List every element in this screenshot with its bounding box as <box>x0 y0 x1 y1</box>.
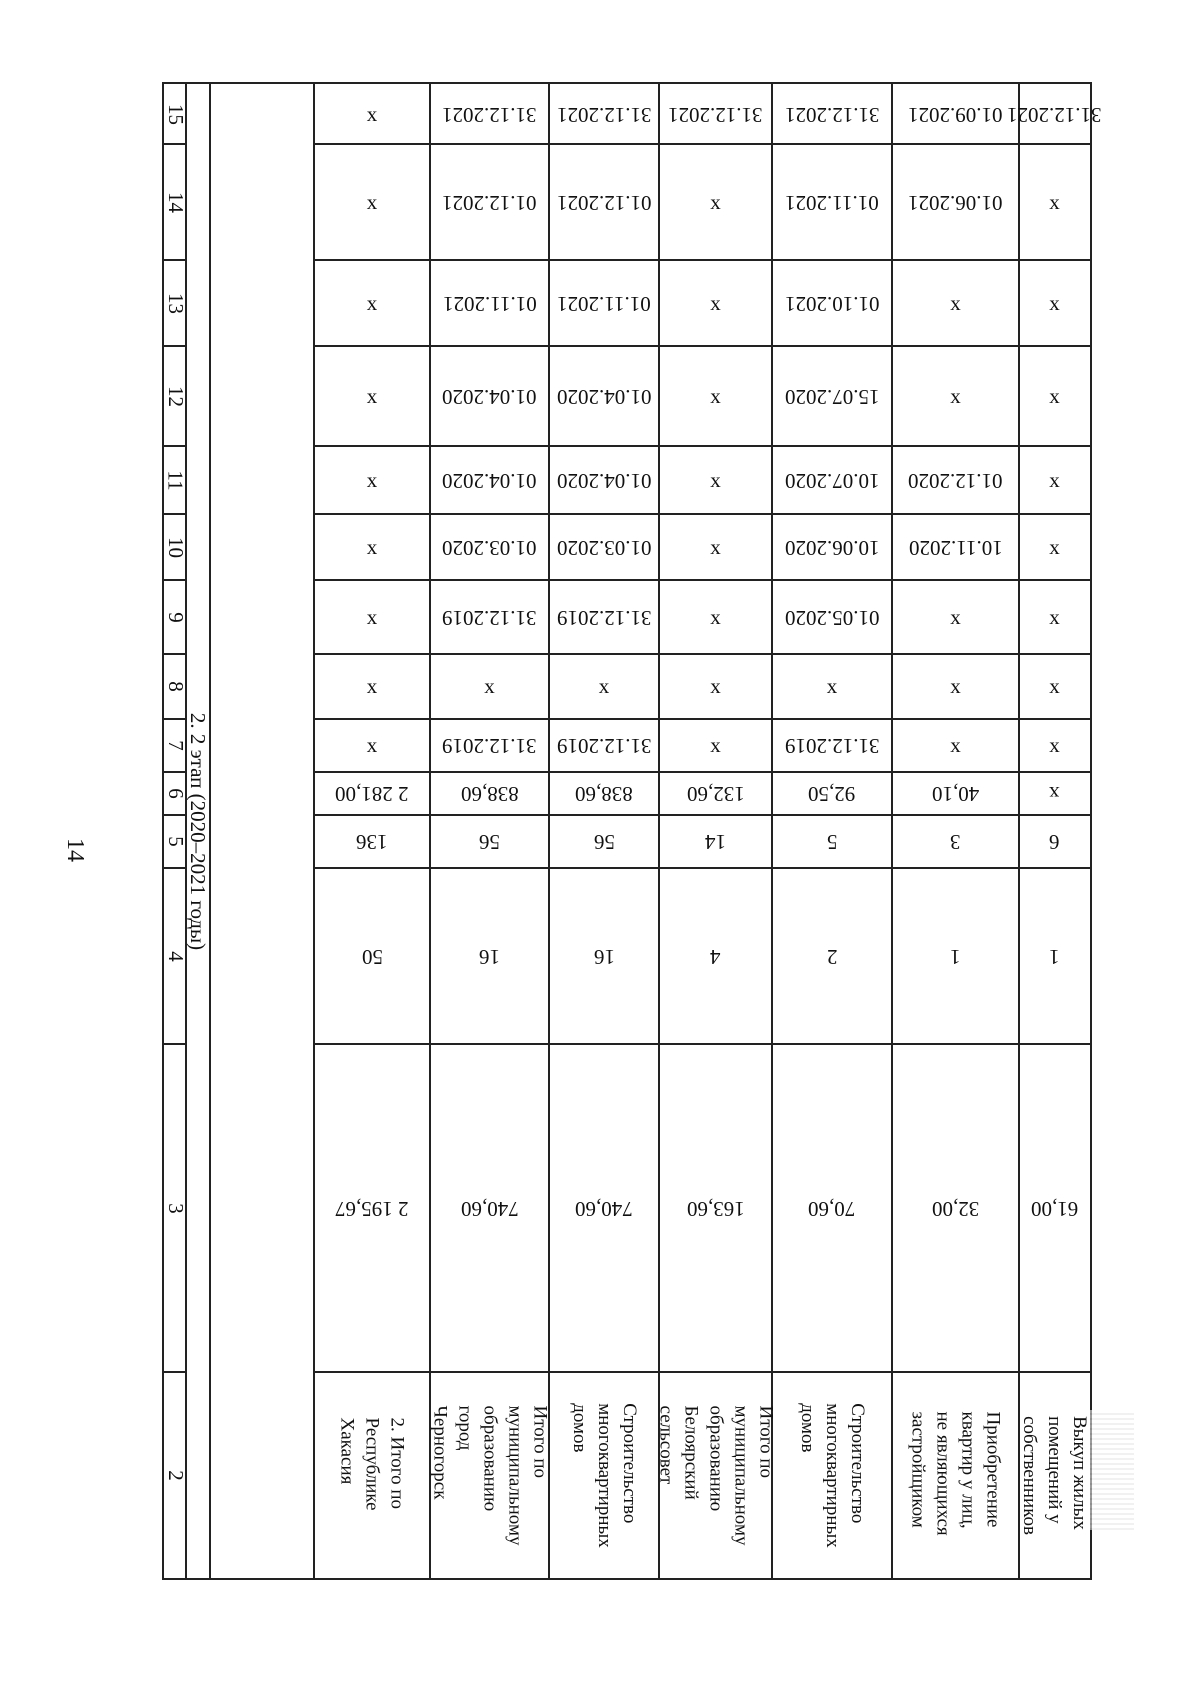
row-3-c9-text: 31.12.2019 <box>556 605 652 630</box>
row-6-c13-text: x <box>950 290 961 315</box>
row-1-c6-text: 2 281,00 <box>335 782 409 806</box>
column-header-14 <box>164 144 186 260</box>
row-6-c10 <box>892 514 1019 580</box>
row-1-c15-text: x <box>366 101 378 126</box>
row-1-c6 <box>314 772 430 815</box>
row-5-c7-text: 31.12.2019 <box>784 734 880 758</box>
row-3-c13-text: 01.11.2021 <box>557 291 651 316</box>
column-header-9-text: 9 <box>163 611 188 623</box>
row-5-c8 <box>772 654 892 719</box>
column-header-8 <box>164 654 186 719</box>
row-3-c14-text: 01.12.2021 <box>556 190 652 215</box>
row-3-c7 <box>549 719 659 772</box>
column-header-4 <box>164 868 186 1044</box>
row-7-name-text: Выкуп жилых помещений у собственников <box>1019 1415 1091 1535</box>
row-1-c9 <box>314 580 430 654</box>
row-7-c13 <box>1019 260 1090 346</box>
row-5-c13 <box>772 260 892 346</box>
row-1-c13 <box>314 260 430 346</box>
row-2-c7-text: 31.12.2019 <box>442 734 537 758</box>
row-4-c5 <box>659 815 772 868</box>
row-3-c6-text: 838,60 <box>575 782 633 806</box>
row-1-label <box>314 1372 430 1578</box>
row-4-c11-text: x <box>710 467 721 492</box>
row-6-c7 <box>892 719 1019 772</box>
row-6-name <box>892 1372 1019 1578</box>
row-7-c11-text: x <box>1049 467 1060 492</box>
row-1-c10-text: x <box>366 534 378 559</box>
row-3-c8 <box>549 654 659 719</box>
row-5-c11 <box>772 446 892 514</box>
row-2-c8-text: x <box>484 674 495 698</box>
row-3-c8-text: x <box>598 674 610 698</box>
row-4-c9-text: x <box>710 604 721 629</box>
row-5-c10 <box>772 514 892 580</box>
row-4-c3 <box>659 1044 772 1372</box>
row-7-c14-text: x <box>1049 189 1060 214</box>
row-3-name-text: Строительство многоквартирных домов <box>568 1402 640 1548</box>
row-4-c13 <box>659 260 772 346</box>
column-header-2-text: 2 <box>163 1469 188 1481</box>
row-4-c4-text: 4 <box>710 944 721 969</box>
row-4-c12-text: x <box>710 383 721 408</box>
row-4-c6-text: 132,60 <box>686 782 745 806</box>
row-5-c3-text: 70,60 <box>808 1196 856 1221</box>
row-2-c13-text: 01.11.2021 <box>442 291 537 316</box>
column-header-11-text: 11 <box>163 469 188 491</box>
row-6-c4 <box>892 868 1019 1044</box>
row-7-c5-text: 6 <box>1049 830 1060 854</box>
row-2-c10 <box>430 514 549 580</box>
column-header-13 <box>164 260 186 346</box>
row-4-c14 <box>659 144 772 260</box>
row-3-c14 <box>549 144 659 260</box>
row-3-c12 <box>549 346 659 446</box>
row-7-c3 <box>1019 1044 1090 1372</box>
row-4-c15 <box>659 84 772 144</box>
row-5-c14-text: 01.11.2021 <box>785 190 879 215</box>
column-header-9 <box>164 580 186 654</box>
row-2-c12 <box>430 346 549 446</box>
row-1-c8-text: x <box>366 674 378 698</box>
row-6-c9-text: x <box>950 604 961 629</box>
row-3-c10-text: 01.03.2020 <box>556 535 652 560</box>
row-6-c3 <box>892 1044 1019 1372</box>
row-2-c3 <box>430 1044 549 1372</box>
column-header-12-text: 12 <box>163 385 188 407</box>
row-5-c7 <box>772 719 892 772</box>
row-6-c11-text: 01.12.2020 <box>908 468 1003 493</box>
row-4-c3-text: 163,60 <box>686 1196 745 1221</box>
row-4-c4 <box>659 868 772 1044</box>
row-2-name-text: Итого по муниципальному образованию город Черногорск <box>429 1405 550 1545</box>
row-1-c7 <box>314 719 430 772</box>
row-3-c7-text: 31.12.2019 <box>556 734 652 758</box>
row-7-c10 <box>1019 514 1090 580</box>
row-7-c9-text: x <box>1049 604 1060 629</box>
row-6-c9 <box>892 580 1019 654</box>
row-7-c3-text: 61,00 <box>1030 1196 1079 1221</box>
row-2-c12-text: 01.04.2020 <box>442 384 537 409</box>
row-2-c6 <box>430 772 549 815</box>
row-3-c5-text: 56 <box>593 830 615 854</box>
row-7-c4 <box>1019 868 1090 1044</box>
column-header-3 <box>164 1044 186 1372</box>
column-header-13-text: 13 <box>163 292 188 314</box>
row-1-c5-text: 136 <box>356 830 388 854</box>
row-7-c10-text: x <box>1049 534 1060 559</box>
row-5-c6-text: 92,50 <box>808 782 856 806</box>
row-4-c9 <box>659 580 772 654</box>
row-7-c8-text: x <box>1049 674 1060 698</box>
row-6-c6-text: 40,10 <box>931 782 980 806</box>
row-3-c15-text: 31.12.2021 <box>556 102 652 127</box>
column-header-10 <box>164 514 186 580</box>
row-5-c10-text: 10.06.2020 <box>784 535 880 560</box>
row-4-c5-text: 14 <box>705 830 726 854</box>
data-table <box>162 82 1102 1580</box>
row-2-c9 <box>430 580 549 654</box>
row-1-c3 <box>314 1044 430 1372</box>
row-2-c8 <box>430 654 549 719</box>
row-7-c15-text: 31.12.2021 <box>1007 102 1102 127</box>
row-5-c12 <box>772 346 892 446</box>
row-7-c4-text: 1 <box>1049 944 1060 969</box>
row-1-c8 <box>314 654 430 719</box>
row-4-c7-text: x <box>710 733 721 757</box>
row-1-c13-text: x <box>366 290 378 315</box>
row-7-c15 <box>1007 84 1102 144</box>
row-1-c10 <box>314 514 430 580</box>
row-5-c15 <box>772 84 892 144</box>
row-5-c6 <box>772 772 892 815</box>
row-5-c8-text: x <box>826 674 838 698</box>
row-1-c11-text: x <box>366 467 378 492</box>
row-3-c5 <box>549 815 659 868</box>
row-3-c3-text: 740,60 <box>575 1196 633 1221</box>
row-1-label-text: 2. Итого по Республике Хакасия <box>336 1417 408 1511</box>
row-6-c15 <box>892 84 1019 144</box>
column-header-4-text: 4 <box>163 950 188 962</box>
row-3-c15 <box>549 84 659 144</box>
row-6-c14 <box>892 144 1019 260</box>
row-7-c11 <box>1019 446 1090 514</box>
scan-artifact <box>1090 1410 1134 1530</box>
row-3-c13 <box>549 260 659 346</box>
row-2-c11-text: 01.04.2020 <box>442 468 537 493</box>
row-1-c11 <box>314 446 430 514</box>
row-1-c7-text: x <box>366 733 378 757</box>
row-7-c7-text: x <box>1049 733 1060 757</box>
column-header-5 <box>164 815 186 868</box>
row-5-c4-text: 2 <box>826 944 838 969</box>
row-2-c11 <box>430 446 549 514</box>
row-6-c3-text: 32,00 <box>931 1196 980 1221</box>
row-2-c3-text: 740,60 <box>460 1196 519 1221</box>
row-5-c13-text: 01.10.2021 <box>784 291 880 316</box>
row-1-c12 <box>314 346 430 446</box>
row-4-c10-text: x <box>710 534 721 559</box>
row-2-name <box>430 1372 549 1578</box>
column-header-8-text: 8 <box>163 681 188 692</box>
row-7-c8 <box>1019 654 1090 719</box>
row-1-c12-text: x <box>366 383 378 408</box>
row-5-c9-text: 01.05.2020 <box>784 605 880 630</box>
row-2-c6-text: 838,60 <box>460 782 519 806</box>
row-2-c13 <box>430 260 549 346</box>
column-header-15 <box>164 84 186 144</box>
row-6-name-text: Приобретение квартир у лиц, не являющихся застройщиком <box>907 1411 1004 1536</box>
row-2-c5-text: 56 <box>479 830 500 854</box>
row-3-c11 <box>549 446 659 514</box>
row-3-c9 <box>549 580 659 654</box>
row-5-c11-text: 10.07.2020 <box>784 468 880 493</box>
column-header-6 <box>164 772 186 815</box>
row-3-c12-text: 01.04.2020 <box>556 384 652 409</box>
row-7-c5 <box>1019 815 1090 868</box>
stage-title-cell <box>186 84 210 1578</box>
row-4-c11 <box>659 446 772 514</box>
row-7-c12 <box>1019 346 1090 446</box>
column-header-6-text: 6 <box>163 788 188 799</box>
row-6-c14-text: 01.06.2021 <box>908 190 1003 215</box>
row-4-name-text: Итого по муниципальному образованию Белоярский сельсовет <box>655 1405 776 1545</box>
row-3-c11-text: 01.04.2020 <box>556 468 652 493</box>
row-2-c7 <box>430 719 549 772</box>
row-7-c12-text: x <box>1049 383 1060 408</box>
row-2-c14-text: 01.12.2021 <box>442 190 537 215</box>
row-4-c13-text: x <box>710 290 721 315</box>
row-2-c4-text: 16 <box>479 944 500 969</box>
column-header-11 <box>164 446 186 514</box>
row-2-c10-text: 01.03.2020 <box>442 535 537 560</box>
row-5-c9 <box>772 580 892 654</box>
page-number: 14 <box>62 838 88 862</box>
row-4-c15-text: 31.12.2021 <box>668 102 763 127</box>
row-3-c6 <box>549 772 659 815</box>
column-header-12 <box>164 346 186 446</box>
row-4-name <box>655 1372 776 1578</box>
row-6-c15-text: 01.09.2021 <box>908 102 1003 127</box>
row-6-c5 <box>892 815 1019 868</box>
row-4-c12 <box>659 346 772 446</box>
row-6-c5-text: 3 <box>950 830 961 854</box>
row-4-c8 <box>659 654 772 719</box>
row-4-c8-text: x <box>710 674 721 698</box>
row-1-c14-text: x <box>366 189 378 214</box>
row-5-c3 <box>772 1044 892 1372</box>
row-2-c9-text: 31.12.2019 <box>442 605 537 630</box>
column-header-7 <box>164 719 186 772</box>
row-3-c10 <box>549 514 659 580</box>
row-2-c15-text: 31.12.2021 <box>442 102 537 127</box>
column-header-3-text: 3 <box>163 1202 188 1214</box>
row-7-c6-text: x <box>1049 782 1060 806</box>
row-6-c6 <box>892 772 1019 815</box>
row-2-c14 <box>430 144 549 260</box>
row-1-c14 <box>314 144 430 260</box>
row-1-c5 <box>314 815 430 868</box>
row-1-c4-text: 50 <box>361 944 383 969</box>
row-5-c12-text: 15.07.2020 <box>784 384 880 409</box>
row-6-c10-text: 10.11.2020 <box>908 535 1003 560</box>
row-7-c13-text: x <box>1049 290 1060 315</box>
row-6-c12-text: x <box>950 383 961 408</box>
column-header-5-text: 5 <box>163 836 188 847</box>
row-5-c5-text: 5 <box>826 830 838 854</box>
row-5-c5 <box>772 815 892 868</box>
row-6-c12 <box>892 346 1019 446</box>
row-2-c4 <box>430 868 549 1044</box>
row-5-name-text: Строительство многоквартирных домов <box>796 1402 868 1548</box>
row-2-c15 <box>430 84 549 144</box>
row-4-c10 <box>659 514 772 580</box>
row-3-c3 <box>549 1044 659 1372</box>
row-6-c13 <box>892 260 1019 346</box>
row-3-c4-text: 16 <box>593 944 615 969</box>
row-7-c9 <box>1019 580 1090 654</box>
column-header-7-text: 7 <box>163 740 188 751</box>
row-7-c14 <box>1019 144 1090 260</box>
row-6-c11 <box>892 446 1019 514</box>
row-5-name <box>772 1372 892 1578</box>
row-7-name <box>1019 1372 1090 1578</box>
column-header-14-text: 14 <box>163 191 188 213</box>
row-1-c15 <box>314 84 430 144</box>
row-5-c15-text: 31.12.2021 <box>784 102 880 127</box>
row-6-c8-text: x <box>950 674 961 698</box>
row-4-c14-text: x <box>710 189 721 214</box>
row-4-c7 <box>659 719 772 772</box>
row-5-c14 <box>772 144 892 260</box>
row-1-c4 <box>314 868 430 1044</box>
column-header-10-text: 10 <box>163 536 188 558</box>
row-6-c7-text: x <box>950 733 961 757</box>
row-3-c4 <box>549 868 659 1044</box>
row-2-c5 <box>430 815 549 868</box>
row-5-c4 <box>772 868 892 1044</box>
row-6-c4-text: 1 <box>950 944 961 969</box>
row-7-c6 <box>1019 772 1090 815</box>
column-header-2 <box>164 1372 186 1578</box>
row-1-c3-text: 2 195,67 <box>335 1196 409 1221</box>
stage-title-cell-text: 2. 2 этап (2020–2021 годы) <box>186 712 211 950</box>
column-header-15-text: 15 <box>163 103 188 125</box>
row-3-name <box>549 1372 659 1578</box>
row-4-c6 <box>659 772 772 815</box>
row-6-c8 <box>892 654 1019 719</box>
row-7-c7 <box>1019 719 1090 772</box>
row-1-c9-text: x <box>366 604 378 629</box>
